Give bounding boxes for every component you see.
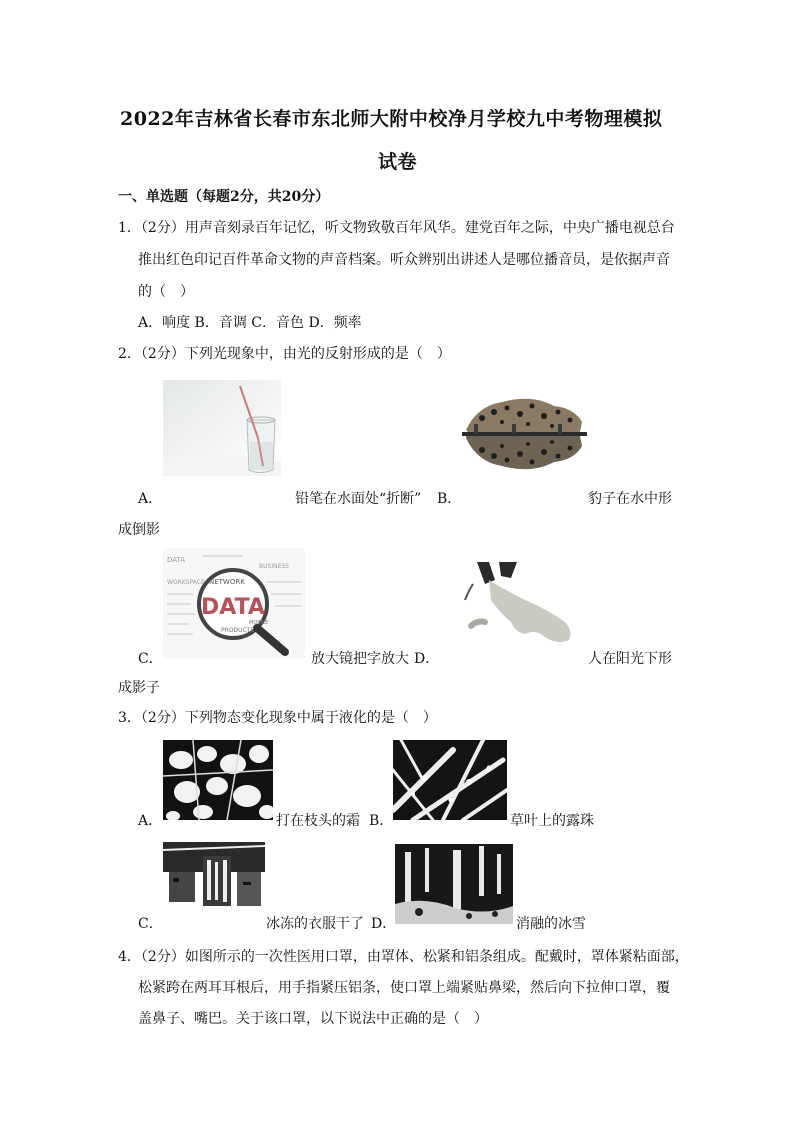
word-products: PRODUCTS (221, 627, 255, 634)
word-mobile: MOBILE (249, 620, 269, 626)
word-data-main: DATA (201, 595, 265, 620)
q1-options: A．响度 B．音调 C．音色 D．频率 (138, 315, 362, 331)
q2-option-d-text: 人在阳光下形 (588, 651, 672, 667)
dew-image (393, 740, 507, 820)
q2-option-c-letter: C． (138, 651, 163, 667)
q1-line3: 的（ ） (138, 284, 194, 300)
frost-image (163, 740, 273, 820)
exam-title-line1: 2022年吉林省长春市东北师大附中校净月学校九中考物理模拟 (120, 108, 663, 130)
q2-option-d-letter: D． (414, 651, 440, 667)
leopard-reflection-image (462, 388, 587, 480)
q2-stem: 2．（2分）下列光现象中，由光的反射形成的是（ ） (118, 346, 451, 362)
section-heading: 一、单选题（每题2分，共20分） (118, 189, 330, 205)
q2-option-b-letter: B． (437, 491, 462, 507)
q1-line1: 1．（2分）用声音刻录百年记忆，听文物致敬百年风华。建党百年之际，中央广播电视总台 (118, 220, 675, 236)
q4-line1: 4．（2分）如图所示的一次性医用口罩，由罩体、松紧和铝条组成。配戴时，罩体紧粘面部， (118, 949, 689, 965)
q3-stem: 3．（2分）下列物态变化现象中属于液化的是（ ） (118, 710, 437, 726)
q1-line2: 推出红色印记百件革命文物的声音档案。听众辨别出讲述人是哪位播音员，是依据声音 (138, 252, 670, 268)
q3-option-b-text: 草叶上的露珠 (510, 813, 594, 829)
q3-option-a-letter: A． (138, 813, 163, 829)
q2-option-a-letter: A． (138, 491, 163, 507)
q3-option-c-letter: C． (138, 916, 163, 932)
q2-option-b-text: 豹子在水中形 (588, 491, 672, 507)
melting-snow-image (395, 844, 513, 924)
q2-option-d-continued: 成影子 (118, 680, 160, 696)
q3-option-d-letter: D． (371, 916, 397, 932)
q3-option-d-text: 消融的冰雪 (516, 916, 586, 932)
word-business: BUSINESS (259, 563, 289, 570)
word-workspace: WORKSPACE (167, 579, 205, 586)
q4-line3: 盖鼻子、嘴巴。关于该口罩，以下说法中正确的是（ ） (138, 1011, 488, 1027)
q3-option-b-letter: B． (369, 813, 394, 829)
q2-option-b-continued: 成倒影 (118, 522, 160, 538)
q2-option-a-text: 铅笔在水面处“折断” (295, 491, 422, 507)
q4-line2: 松紧跨在两耳耳根后，用手指紧压铝条，使口罩上端紧贴鼻梁，然后向下拉伸口罩，覆 (138, 980, 670, 996)
frozen-clothes-image (163, 842, 265, 922)
magnifier-data-image (163, 548, 305, 658)
q3-option-c-text: 冰冻的衣服干了 (266, 916, 364, 932)
word-data-small: DATA (167, 556, 186, 564)
q3-option-a-text: 打在枝头的霜 (276, 813, 360, 829)
q2-option-c-text: 放大镜把字放大 (311, 651, 409, 667)
exam-title-line2: 试卷 (378, 151, 418, 173)
person-shadow-image (455, 560, 577, 652)
word-network: NETWORK (209, 578, 245, 586)
pencil-in-water-image (163, 380, 281, 476)
